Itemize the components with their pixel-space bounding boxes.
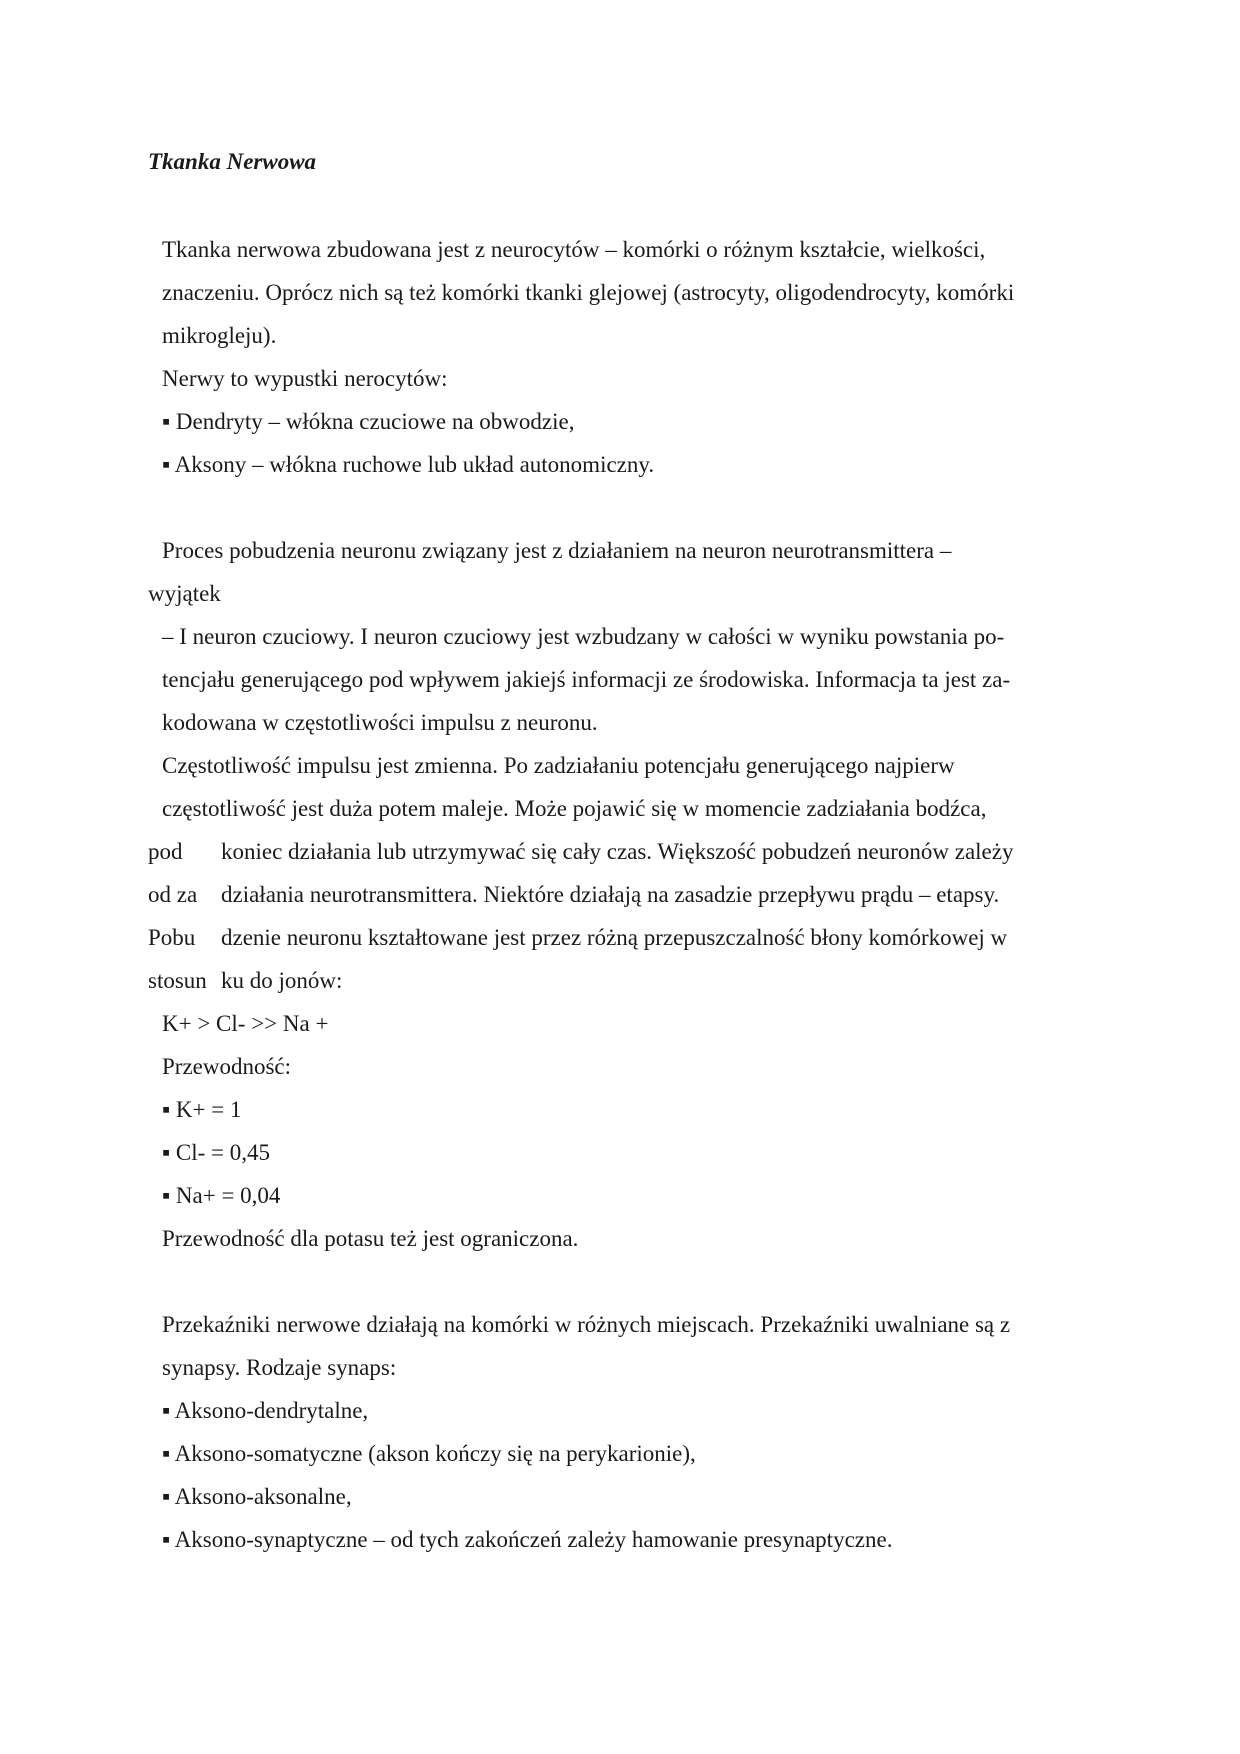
text-line: kodowana w częstotliwości impulsu z neuronu. (162, 710, 598, 735)
text-line: tencjału generującego pod wpływem jakiejś informacji ze środowiska. Informacja ta jest za- (162, 667, 1011, 692)
text-line: działania neurotransmittera. Niektóre działają na zasadzie przepływu prądu – etapsy. (221, 882, 1000, 907)
text-line: wyjątek (148, 581, 221, 606)
text-line: Nerwy to wypustki nerocytów: (162, 366, 448, 391)
list-item: ▪ Aksono-dendrytalne, (162, 1398, 369, 1423)
margin-fragment: pod (148, 839, 183, 864)
text-line: mikrogleju). (162, 323, 277, 348)
list-item: ▪ Dendryty – włókna czuciowe na obwodzie, (162, 409, 575, 434)
text-line: częstotliwość jest duża potem maleje. Może pojawić się w momencie zadziałania bodźca, (162, 796, 987, 821)
text-line: – I neuron czuciowy. I neuron czuciowy jest wzbudzany w całości w wyniku powstania po- (162, 624, 1005, 649)
text-line: Tkanka nerwowa zbudowana jest z neurocytów – komórki o różnym kształcie, wielkości, (162, 237, 986, 262)
text-line: Przewodność: (162, 1054, 292, 1079)
document-title: Tkanka Nerwowa (148, 149, 317, 174)
list-item: ▪ Aksony – włókna ruchowe lub układ autonomiczny. (162, 452, 655, 477)
text-line: Przewodność dla potasu też jest ograniczona. (162, 1226, 579, 1251)
text-line: synapsy. Rodzaje synaps: (162, 1355, 397, 1380)
list-item: ▪ Aksono-synaptyczne – od tych zakończeń zależy hamowanie presynaptyczne. (162, 1527, 893, 1552)
text-line: znaczeniu. Oprócz nich są też komórki tkanki glejowej (astrocyty, oligodendrocyty, komórki (162, 280, 1015, 305)
text-line: Przekaźniki nerwowe działają na komórki w różnych miejscach. Przekaźniki uwalniane są z (162, 1312, 1011, 1337)
margin-fragment: od za (148, 882, 198, 907)
margin-fragment: Pobu (148, 925, 196, 950)
text-line: Proces pobudzenia neuronu związany jest z działaniem na neuron neurotransmittera – (162, 538, 952, 563)
list-item: ▪ Cl- = 0,45 (162, 1140, 271, 1165)
text-line: ku do jonów: (221, 968, 343, 993)
text-line: dzenie neuronu kształtowane jest przez różną przepuszczalność błony komórkowej w (221, 925, 1008, 950)
text-line: Częstotliwość impulsu jest zmienna. Po zadziałaniu potencjału generującego najpierw (162, 753, 955, 778)
list-item: ▪ Na+ = 0,04 (162, 1183, 281, 1208)
margin-fragment: stosun (148, 968, 207, 993)
list-item: ▪ Aksono-aksonalne, (162, 1484, 352, 1509)
text-line: koniec działania lub utrzymywać się cały czas. Większość pobudzeń neuronów zależy (221, 839, 1014, 864)
formula-line: K+ > Cl- >> Na + (162, 1011, 329, 1036)
list-item: ▪ Aksono-somatyczne (akson kończy się na perykarionie), (162, 1441, 696, 1466)
list-item: ▪ K+ = 1 (162, 1097, 242, 1122)
